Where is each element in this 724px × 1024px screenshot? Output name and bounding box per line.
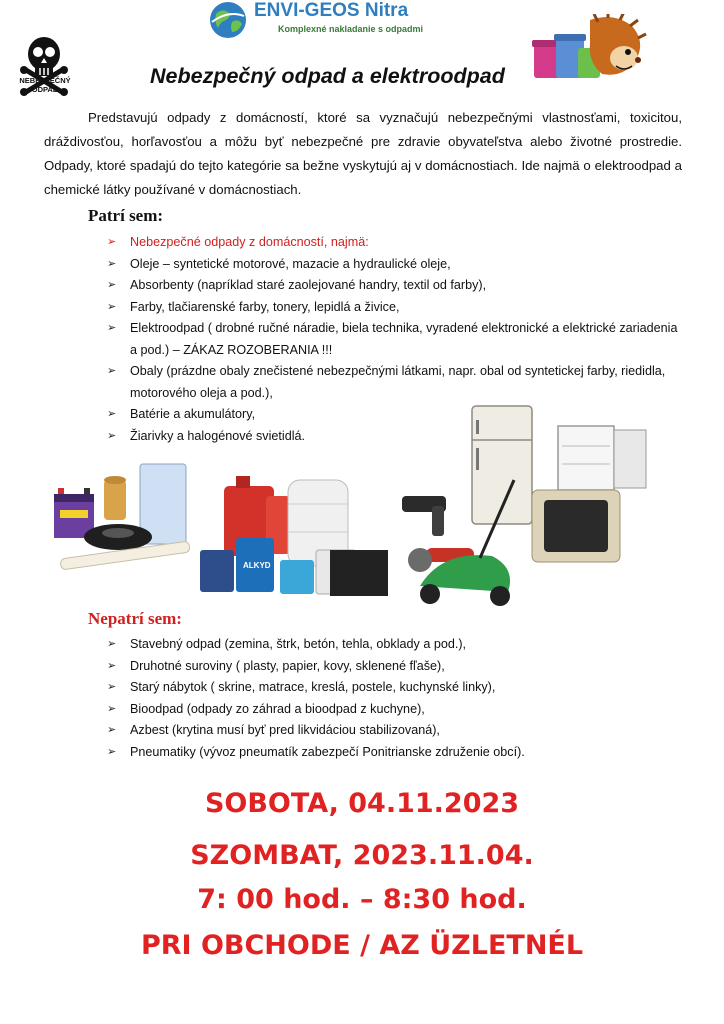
list-item-text: Stavebný odpad (zemina, štrk, betón, tehla, obklady a pod.), [130,637,467,651]
not-belongs-heading: Nepatrí sem: [88,609,182,628]
list-item-text: Druhotné suroviny ( plasty, papier, kovy, sklenené fľaše), [130,658,445,673]
event-date-sk: SOBOTA, 04.11.2023 [204,788,520,819]
arrow-bullet-icon: ➢ [107,365,117,377]
arrow-bullet-icon: ➢ [107,681,117,693]
arrow-bullet-icon: ➢ [107,257,117,270]
arrow-bullet-icon: ➢ [107,300,117,313]
canister-label: ALKYD [243,561,271,570]
mascot-illustration [528,14,648,86]
black-battery-illustration [330,550,388,596]
list-item [107,634,687,656]
list-item-text: Pneumatiky (vývoz pneumatík zabezpečí Ponitrianske združenie obcí). [130,744,525,759]
open-fridge-illustration [558,426,646,490]
drill-illustration [402,496,446,536]
list-item-text: Batérie a akumulátory, [130,407,256,421]
list-item [107,254,687,276]
water-heater-illustration [104,476,126,520]
car-battery-illustration [54,488,94,538]
list-item-text: Nebezpečné odpady z domácností, najmä: [130,235,369,249]
list-item [107,361,687,404]
arrow-bullet-icon: ➢ [107,408,117,420]
arrow-bullet-icon: ➢ [107,322,117,334]
arrow-bullet-icon: ➢ [107,236,117,248]
tv-illustration [532,490,620,562]
event-place: PRI OBCHODE / AZ ÜZLETNÉL [140,930,584,961]
list-item [107,297,687,319]
list-item [107,699,687,721]
logo-title: ENVI-GEOS Nitra [254,0,409,21]
page-title: Nebezpečný odpad a elektroodpad [150,64,505,88]
list-item-text: Azbest (krytina musí byť pred likvidáciou stabilizovaná), [130,723,440,737]
list-item [107,318,687,361]
list-item-text: Farby, tlačiarenské farby, tonery, lepidlá a živice, [130,299,400,314]
arrow-bullet-icon: ➢ [107,745,117,758]
skull-label-line1: NEBEZPEČNÝ [19,76,71,85]
list-item [107,232,687,254]
list-item [107,677,687,699]
hazardous-waste-collage [40,400,670,615]
belongs-heading: Patrí sem: [88,206,164,225]
logo-subtitle: Komplexné nakladanie s odpadmi [278,24,424,34]
list-item-text: Oleje – syntetické motorové, mazacie a hydraulické oleje, [130,256,451,271]
list-item-text: Obaly (prázdne obaly znečistené nebezpečnými látkami, napr. obal od syntetickej farby, riedidla, motorového oleja a pod.), [130,364,666,400]
arrow-bullet-icon: ➢ [107,724,117,736]
list-item-text: Starý nábytok ( skrine, matrace, kreslá, postele, kuchynské linky), [130,680,496,694]
globe-icon [208,0,248,40]
arrow-bullet-icon: ➢ [107,638,117,650]
skull-label-line2: ODPAD [31,85,59,94]
list-item [107,720,687,742]
tyre-illustration [84,524,152,550]
company-logo [208,0,478,44]
arrow-bullet-icon: ➢ [107,702,117,715]
list-item-text: Elektroodpad ( drobné ručné náradie, biela technika, vyradené elektronické a elektrické zariadenia a pod.) – ZÁKAZ ROZOBERANIA !!! [130,321,678,357]
arrow-bullet-icon: ➢ [107,279,117,291]
list-item [107,656,687,678]
list-item-text: Žiarivky a halogénové svietidlá. [130,428,306,443]
event-date-hu: SZOMBAT, 2023.11.04. [190,840,534,871]
list-item-text: Absorbenty (napríklad staré zaolejované handry, textil od farby), [130,278,487,292]
arrow-bullet-icon: ➢ [107,659,117,672]
intro-paragraph: Predstavujú odpady z domácností, ktoré sa vyznačujú nebezpečnými vlastnosťami, toxicitou, dráždivosťou, horľavosťou a môžu byť nebezpečné pre zdravie obyvateľstva alebo životné prostredie. Odpady, ktoré spadajú do tejto kategórie sa bežne vyskytujú aj v domácnostiach. Ide najmä o elektroodpad a chemické látky používané v domácnostiach. [44,110,682,197]
skull-label [14,76,76,94]
list-item [107,742,687,764]
event-time: 7: 00 hod. – 8:30 hod. [197,884,527,915]
not-belongs-list [107,634,687,763]
list-item [107,275,687,297]
list-item-text: Bioodpad (odpady zo záhrad a bioodpad z kuchyne), [130,701,425,716]
arrow-bullet-icon: ➢ [107,429,117,442]
